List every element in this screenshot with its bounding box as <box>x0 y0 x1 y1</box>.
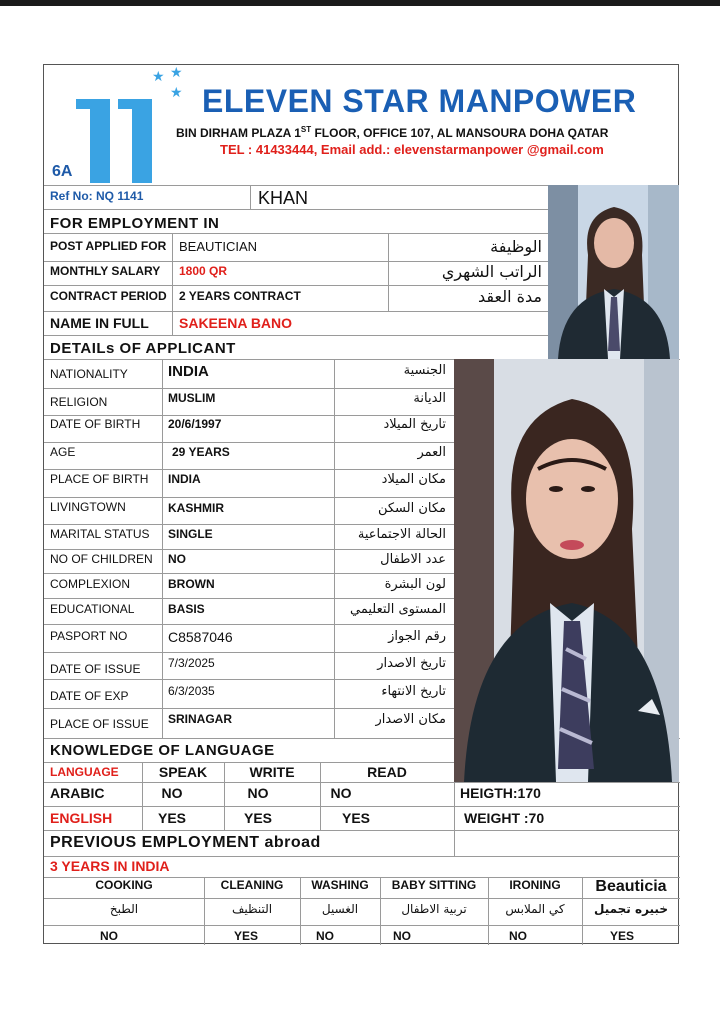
place-of-issue-label: PLACE OF ISSUE <box>50 717 149 731</box>
full-name-value: SAKEENA BANO <box>179 315 293 331</box>
exp-date-value: 6/3/2035 <box>168 684 215 698</box>
skill-washing-value: NO <box>316 929 334 943</box>
exp-date-arabic: تاريخ الانتهاء <box>381 684 446 699</box>
full-name-label: NAME IN FULL <box>50 315 149 331</box>
complexion-arabic: لون البشرة <box>384 577 446 592</box>
passport-label: PASPORT NO <box>50 629 128 643</box>
nationality-value: INDIA <box>168 363 209 380</box>
skill-cooking: COOKING <box>95 878 153 892</box>
issue-date-arabic: تاريخ الاصدار <box>377 656 446 671</box>
arabic-speak: NO <box>161 785 183 801</box>
complexion-label: COMPLEXION <box>50 577 131 591</box>
skill-baby-sitting-arabic: تربية الاطفال <box>401 902 467 916</box>
skill-cleaning-arabic: التنظيف <box>231 902 273 916</box>
religion-arabic: الديانة <box>413 391 446 406</box>
salary-label: MONTHLY SALARY <box>50 264 161 278</box>
english-speak: YES <box>157 810 186 826</box>
contract-label: CONTRACT PERIOD <box>50 289 167 303</box>
skill-cooking-value: NO <box>100 929 118 943</box>
age-label: AGE <box>50 445 76 459</box>
read-col-header: READ <box>367 764 407 780</box>
height-value: HEIGTH:170 <box>460 785 541 801</box>
applicant-heading: DETAILs OF APPLICANT <box>50 340 236 357</box>
write-col-header: WRITE <box>249 764 295 780</box>
dob-label: DATE OF BIRTH <box>50 417 141 431</box>
english-write: YES <box>243 810 272 826</box>
arabic-read: NO <box>330 785 352 801</box>
issue-date-value: 7/3/2025 <box>168 656 215 670</box>
nationality-label: NATIONALITY <box>50 367 128 381</box>
children-value: NO <box>168 552 186 566</box>
company-contact: TEL : 41433444, Email add.: elevenstarmanpower @gmail.com <box>220 142 604 157</box>
marital-status-arabic: الحالة الاجتماعية <box>357 527 446 542</box>
children-label: NO OF CHILDREN <box>50 552 153 566</box>
salary-value: 1800 QR <box>179 264 228 278</box>
skill-cleaning: CLEANING <box>220 878 284 892</box>
contract-value: 2 YEARS CONTRACT <box>179 289 301 303</box>
issue-date-label: DATE OF ISSUE <box>50 662 141 676</box>
post-applied-label: POST APPLIED FOR <box>50 239 167 253</box>
skill-washing-arabic: الغسيل <box>321 902 359 916</box>
applicant-photo-small <box>548 185 679 359</box>
children-arabic: عدد الاطفال <box>380 552 446 567</box>
education-value: BASIS <box>168 602 205 616</box>
form-code: 6A <box>52 163 73 180</box>
skill-beautician-arabic: خبيره تجميل <box>594 902 668 916</box>
eleven-logo <box>76 87 176 183</box>
nationality-arabic: الجنسية <box>403 363 446 378</box>
application-form <box>43 64 679 944</box>
skill-ironing-arabic: كي الملابس <box>505 902 565 916</box>
language-col-header: LANGUAGE <box>50 765 119 779</box>
complexion-value: BROWN <box>168 577 215 591</box>
passport-arabic: رقم الجواز <box>388 629 446 644</box>
religion-label: RELIGION <box>50 395 108 409</box>
place-of-issue-value: SRINAGAR <box>168 712 233 726</box>
company-name: ELEVEN STAR MANPOWER <box>202 83 637 119</box>
post-applied-arabic: الوظيفة <box>490 237 542 256</box>
age-value: 29 YEARS <box>172 445 230 459</box>
livingtown-arabic: مكان السكن <box>377 501 446 516</box>
applicant-photo-large <box>454 359 679 782</box>
speak-col-header: SPEAK <box>158 764 208 780</box>
religion-value: MUSLIM <box>168 391 216 405</box>
marital-status-label: MARITAL STATUS <box>50 527 150 541</box>
passport-value: C8587046 <box>168 629 233 645</box>
weight-value: WEIGHT :70 <box>464 810 545 826</box>
top-border <box>0 0 720 6</box>
post-applied-value: BEAUTICIAN <box>179 239 258 254</box>
contract-arabic: مدة العقد <box>478 287 542 306</box>
skill-ironing-value: NO <box>509 929 527 943</box>
english-language: ENGLISH <box>50 810 113 826</box>
previous-employment-heading: PREVIOUS EMPLOYMENT abroad <box>50 834 321 851</box>
employment-heading: FOR EMPLOYMENT IN <box>50 215 220 232</box>
place-of-birth-label: PLACE OF BIRTH <box>50 472 149 486</box>
marital-status-value: SINGLE <box>168 527 213 541</box>
star-icon: ★ <box>170 84 183 100</box>
salary-arabic: الراتب الشهري <box>441 262 542 281</box>
place-of-issue-arabic: مكان الاصدار <box>375 712 446 727</box>
livingtown-label: LIVINGTOWN <box>50 500 126 514</box>
english-read: YES <box>341 810 370 826</box>
dob-arabic: تاريخ الميلاد <box>383 417 446 432</box>
place-of-birth-arabic: مكان الميلاد <box>381 472 446 487</box>
exp-date-label: DATE OF EXP <box>50 689 129 703</box>
skill-cooking-arabic: الطبخ <box>109 902 139 916</box>
skill-beautician-value: YES <box>609 929 634 943</box>
skill-baby-sitting: BABY SITTING <box>391 878 477 892</box>
arabic-language: ARABIC <box>50 785 105 801</box>
skill-baby-sitting-value: NO <box>393 929 411 943</box>
age-arabic: العمر <box>417 445 446 460</box>
previous-years: 3 YEARS IN INDIA <box>50 858 170 874</box>
star-icon: ★ <box>152 68 165 84</box>
star-icon: ★ <box>170 64 183 80</box>
skill-cleaning-value: YES <box>233 929 258 943</box>
education-label: EDUCATIONAL <box>50 602 135 616</box>
place-of-birth-value: INDIA <box>168 472 201 486</box>
company-address: BIN DIRHAM PLAZA 1ST FLOOR, OFFICE 107, AL MANSOURA DOHA QATAR <box>176 125 609 140</box>
language-heading: KNOWLEDGE OF LANGUAGE <box>50 742 275 759</box>
arabic-write: NO <box>247 785 269 801</box>
livingtown-value: KASHMIR <box>168 501 224 515</box>
skill-ironing: IRONING <box>509 878 561 892</box>
education-arabic: المستوى التعليمي <box>350 602 446 617</box>
skill-washing: WASHING <box>311 878 369 892</box>
skill-beautician: Beauticia <box>595 878 667 895</box>
surname: KHAN <box>258 188 309 208</box>
dob-value: 20/6/1997 <box>168 417 222 431</box>
ref-number: Ref No: NQ 1141 <box>50 189 144 203</box>
